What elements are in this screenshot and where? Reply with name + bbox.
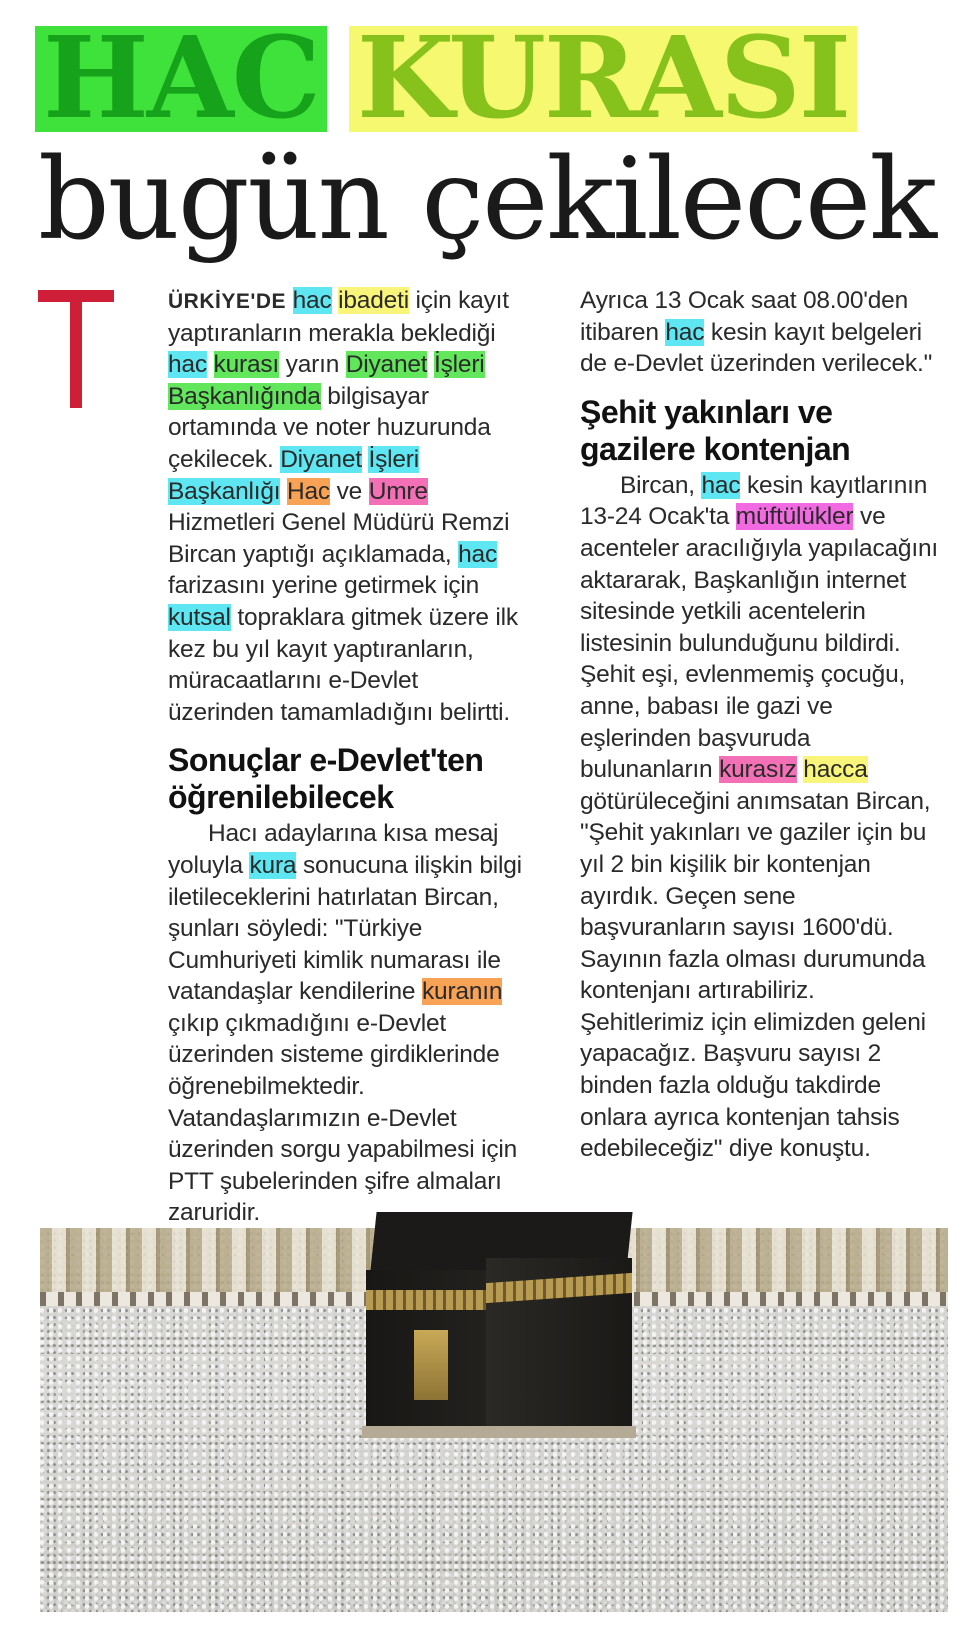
marked-word: kurası (213, 351, 280, 379)
marked-word: Başkanlığı (168, 477, 281, 505)
kaaba-base (362, 1426, 636, 1438)
subheading: Şehit yakınları ve gazilere kontenjan (580, 393, 851, 467)
subheading: Sonuçlar e-Devlet'ten öğrenilebilecek (168, 742, 484, 816)
marked-word: Diyanet (345, 351, 428, 379)
lead-caps: ÜRKİYE'DE (168, 290, 287, 313)
dropcap-stem (70, 290, 82, 408)
body-text: için kayıt yaptıranların merakla beklediği (168, 287, 509, 347)
body-text: farizasını yerine getirmek için (168, 572, 480, 600)
body-text: yarın (279, 351, 346, 379)
article-paragraph (580, 285, 940, 380)
marked-word: kura (249, 851, 297, 879)
body-text: kesin kayıtlarının 13-24 Ocak'ta (580, 471, 928, 531)
dropcap-letter (38, 282, 118, 414)
marked-word: müftülükler (735, 503, 854, 531)
marked-word: İşleri (368, 445, 419, 473)
marked-word: hac (665, 318, 705, 346)
headline-subtitle: bugün çekilecek (38, 135, 936, 265)
marked-word: İşleri (434, 351, 485, 379)
marked-word: kurasız (719, 756, 797, 784)
body-text: ve (330, 477, 369, 505)
kaaba-door (414, 1330, 448, 1400)
article-column-2 (580, 285, 940, 1165)
marked-word: Diyanet (280, 445, 362, 473)
marked-word: hac (701, 471, 741, 499)
marked-word: Umre (368, 477, 428, 505)
article-paragraph (580, 470, 940, 1165)
body-text: topraklara gitmek üzere ilk kez bu yıl kayıt yaptıranların, müracaatlarını e-Devlet üzerinden tamamladığını belirtti. (168, 603, 518, 726)
headline-main (35, 13, 965, 144)
body-text: Bircan, (620, 471, 702, 499)
article-paragraph (168, 818, 528, 1229)
marked-word: Başkanlığında (168, 382, 321, 410)
body-text: bilgisayar ortamında ve noter huzurunda çekilecek. (168, 382, 491, 473)
headline-word-kurasi: KURASI (349, 26, 857, 132)
marked-word: ibadeti (338, 287, 409, 314)
headline-word-hac: HAC (35, 26, 327, 132)
body-text: Hacı adaylarına kısa mesaj yoluyla (168, 820, 499, 879)
marked-word: hac (168, 351, 207, 379)
body-text: kesin kayıt belgeleri de e-Devlet üzerinden verilecek." (580, 318, 933, 378)
kaaba-gold-band (366, 1290, 486, 1310)
marked-word: kuranın (421, 978, 503, 1006)
body-text: sonucuna ilişkin bilgi iletileceklerini hatırlatan Bircan, şunları söyledi: "Türkiye Cumhuriyeti kimlik numarası ile vatandaşlar kendilerine (168, 851, 522, 1006)
marked-word: kutsal (168, 603, 231, 631)
body-text: Hizmetleri Genel Müdürü Remzi Bircan yaptığı açıklamada, (168, 509, 510, 568)
marked-word: hacca (803, 756, 868, 784)
body-text: Ayrıca 13 Ocak saat 08.00'den itibaren (580, 287, 909, 346)
body-text: ve acenteler aracılığıyla yapılacağını aktararak, Başkanlığın internet sitesinde yetkili acentelerin listesinin bulunduğunu bildirdi. Şehit eşi, evlenmemiş çocuğu, anne, babası ile gazi ve eşlerinden başvuruda bulunanların (580, 503, 938, 784)
body-text: götürüleceğini anımsatan Bircan, "Şehit yakınları ve gaziler için bu yıl 2 bin kişilik bir kontenjan ayırdık. Geçen sene başvuranların sayısı 1600'dü. Sayının fazla olması durumunda kontenjanı artırabiliriz. Şehitlerimiz için elimizden geleni yapacağız. Başvuru sayısı 2 binden fazla olduğu takdirde onlara ayrıca kontenjan tahsis edebileceğiz" diye konuştu. (580, 787, 931, 1163)
marked-word: hac (458, 540, 498, 568)
marked-word: Hac (287, 477, 330, 505)
article-column-1 (168, 285, 528, 1229)
article-paragraph (168, 285, 528, 728)
body-text: çıkıp çıkmadığını e-Devlet üzerinden sisteme girdiklerinde öğrenebilmektedir. Vatandaşlarımızın e-Devlet üzerinden sorgu yapabilmesi için PTT şubelerinden şifre almaları zaruridir. (168, 1009, 518, 1227)
marked-word: hac (292, 287, 332, 314)
